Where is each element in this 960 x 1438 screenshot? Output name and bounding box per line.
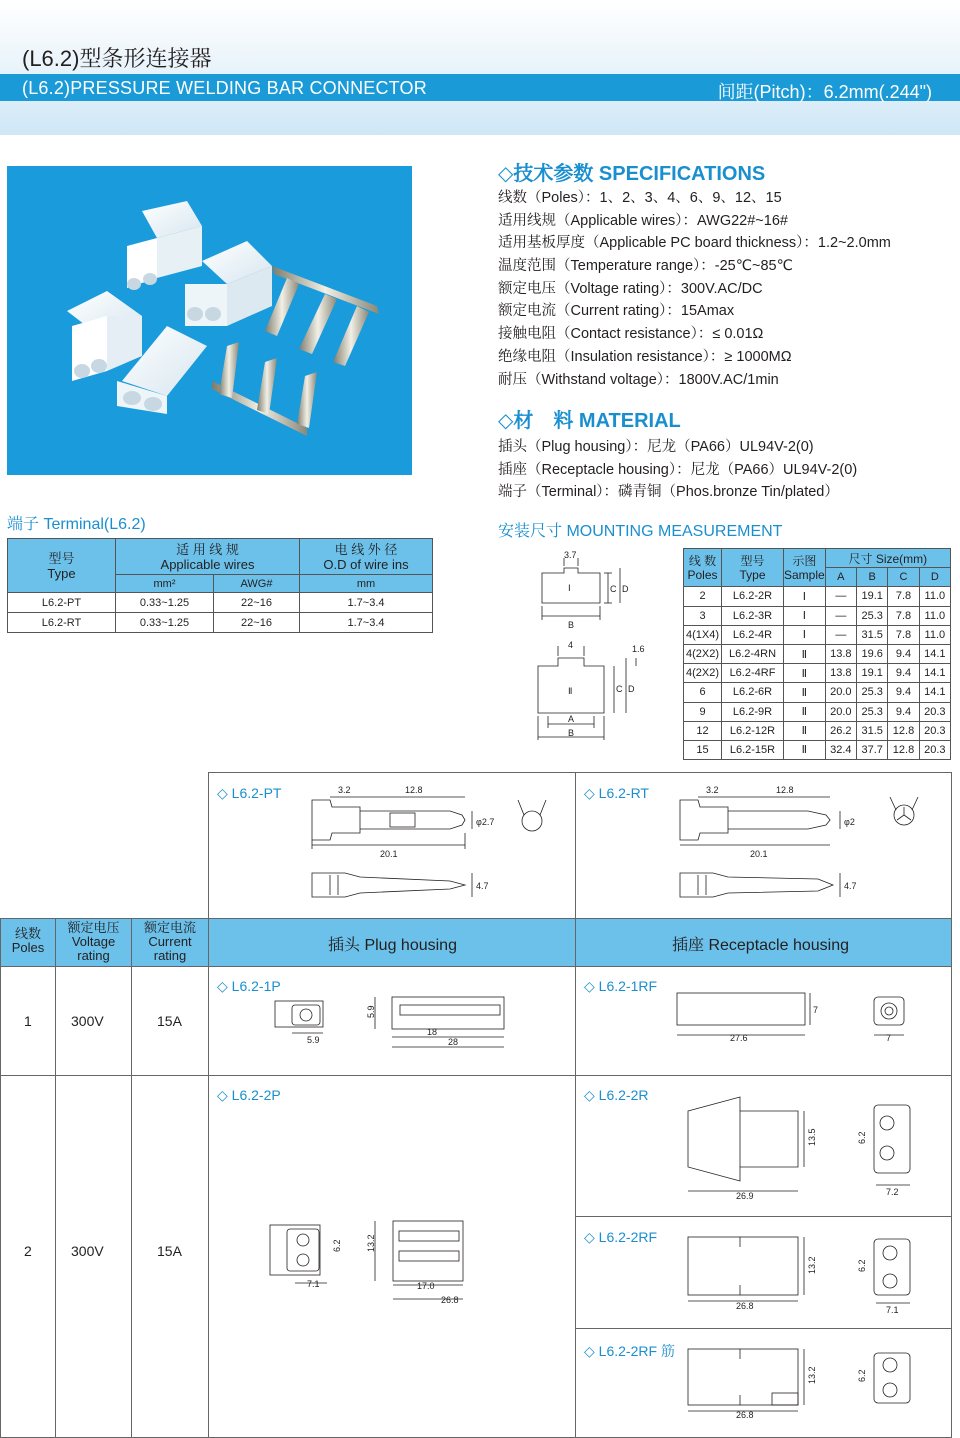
mount-cell-sample: Ⅰ (784, 587, 826, 606)
spec-row: 绝缘电阻（Insulation resistance）：≥ 1000MΩ (498, 348, 792, 365)
table-row (684, 625, 951, 644)
2rfj-dim-1: 13.2 (807, 1366, 817, 1384)
table-row (8, 613, 433, 633)
mount-cell-b: 25.3 (857, 606, 888, 625)
spec-row: 适用线规（Applicable wires）：AWG22#~16# (498, 212, 788, 229)
rt-dim-1: 3.2 (706, 785, 719, 795)
mount-cell-b: 19.1 (857, 587, 888, 606)
1p-dim-4: 28 (448, 1037, 459, 1047)
2p-dim-1: 6.2 (332, 1239, 342, 1252)
material-row: 端子（Terminal）：磷青铜（Phos.bronze Tin/plated） (498, 484, 839, 501)
mount-cell-type: L6.2-2R (722, 587, 784, 606)
material-row: 插头（Plug housing）：尼龙（PA66）UL94V-2(0) (498, 439, 814, 455)
table-row (684, 664, 951, 683)
mount-cell-b: 31.5 (857, 721, 888, 740)
mount-cell-sample: Ⅱ (784, 702, 826, 721)
terminal-head-od-cn: 电 线 外 径 (334, 541, 398, 557)
mount-cell-type: L6.2-4R (722, 625, 784, 644)
terminal-cell: 1.7~3.4 (300, 613, 433, 633)
spec-row: 温度范围（Temperature range）：-25℃~85℃ (498, 258, 793, 275)
table-row (684, 721, 951, 740)
mount-cell-sample: Ⅰ (784, 625, 826, 644)
mount-cell-c: 7.8 (888, 587, 919, 606)
1rf-dim-2: 27.6 (730, 1033, 748, 1043)
mount-cell-b: 25.3 (857, 702, 888, 721)
mount-sample-1: Ⅰ (568, 583, 571, 593)
mount-cell-type: L6.2-4RF (722, 664, 784, 683)
mount-head-type-cn: 型号 (740, 553, 765, 568)
mount-cell-a: 20.0 (825, 683, 856, 702)
mount-dim-side: 1.6 (632, 644, 645, 654)
mounting-title: 安装尺寸 MOUNTING MEASUREMENT (498, 523, 783, 540)
material-list (498, 436, 938, 504)
mount-cell-poles: 12 (684, 721, 722, 740)
mount-dim-a2: A (568, 714, 575, 724)
mount-cell-b: 25.3 (857, 683, 888, 702)
mount-cell-c: 9.4 (888, 664, 919, 683)
mount-cell-b: 19.6 (857, 644, 888, 663)
mount-cell-sample: Ⅱ (784, 644, 826, 663)
mount-cell-a: — (825, 625, 856, 644)
mount-cell-poles: 3 (684, 606, 722, 625)
mount-sample-2: Ⅱ (568, 686, 573, 696)
terminal-head-wires (116, 539, 300, 575)
terminal-cell: 22~16 (214, 613, 300, 633)
terminal-cell: 0.33~1.25 (116, 613, 214, 633)
mount-cell-type: L6.2-12R (722, 721, 784, 740)
drawing-label-1p: ◇ L6.2-1P (217, 978, 281, 994)
terminal-unit-awg: AWG# (214, 575, 300, 593)
mount-cell-b: 31.5 (857, 625, 888, 644)
terminal-cell: 0.33~1.25 (116, 593, 214, 613)
mount-head-poles-cn: 线 数 (688, 553, 717, 568)
table-row (684, 644, 951, 663)
1rf-dim-1: 7 (813, 1005, 819, 1015)
row2-poles: 2 (24, 1243, 32, 1259)
housing-head-plug: 插头 Plug housing (328, 937, 457, 954)
mounting-drawing (528, 548, 668, 748)
rt-dim-5: 4.7 (844, 881, 857, 891)
housing-head-voltage (55, 921, 132, 963)
terminal-cell: 22~16 (214, 593, 300, 613)
drawing-label-2rfj: ◇ L6.2-2RF 筋 (584, 1343, 675, 1359)
specifications-title: ◇技术参数 SPECIFICATIONS (498, 163, 766, 185)
housing-head-voltage-en1: Voltage (71, 934, 116, 949)
mount-cell-type: L6.2-4RN (722, 644, 784, 663)
terminal-table (7, 538, 433, 633)
mount-dim-c2: C (616, 684, 623, 694)
1p-dim-1: 5.9 (307, 1035, 320, 1045)
housing-head-receptacle: 插座 Receptacle housing (672, 937, 849, 954)
2rf-dim-3: 6.2 (857, 1259, 867, 1272)
rt-dim-2: 12.8 (776, 785, 794, 795)
mount-cell-c: 7.8 (888, 606, 919, 625)
housing-head-current (131, 921, 209, 963)
terminal-head-type-cn: 型号 (48, 550, 75, 566)
mount-dim-b1: B (568, 620, 575, 630)
mount-cell-poles: 2 (684, 587, 722, 606)
housing-head-current-en2: rating (153, 948, 187, 963)
drawing-label-rt: ◇ L6.2-RT (584, 785, 649, 801)
mount-cell-d: 11.0 (919, 625, 950, 644)
plug-2p-drawing (265, 1215, 525, 1315)
mount-cell-a: — (825, 587, 856, 606)
mount-head-poles (684, 549, 722, 587)
mount-cell-c: 9.4 (888, 702, 919, 721)
specifications-list (498, 187, 938, 391)
mount-cell-d: 11.0 (919, 587, 950, 606)
mount-cell-c: 12.8 (888, 740, 919, 759)
mount-cell-c: 9.4 (888, 683, 919, 702)
terminal-rt-drawing (668, 785, 928, 905)
housing-head-voltage-cn: 额定电压 (67, 920, 120, 935)
row2-current: 15A (157, 1243, 182, 1259)
table-row (684, 587, 951, 606)
mount-cell-poles: 9 (684, 702, 722, 721)
mount-cell-d: 14.1 (919, 664, 950, 683)
mount-cell-type: L6.2-3R (722, 606, 784, 625)
mount-cell-a: 13.8 (825, 664, 856, 683)
mount-head-size: 尺寸 Size(mm) (825, 549, 950, 568)
material-title: ◇材 料 MATERIAL (498, 410, 681, 432)
drawing-label-pt: ◇ L6.2-PT (217, 785, 282, 801)
2rf-dim-2: 26.8 (736, 1301, 754, 1311)
mount-cell-sample: Ⅱ (784, 664, 826, 683)
mount-head-sample (784, 549, 826, 587)
pt-dim-4: φ2.7 (476, 817, 495, 827)
mount-cell-sample: Ⅰ (784, 606, 826, 625)
mount-cell-c: 9.4 (888, 644, 919, 663)
mount-head-sample-en: Sample (784, 567, 825, 582)
housing-head-poles-en: Poles (11, 940, 45, 955)
rf-1rf-drawing (670, 993, 930, 1063)
terminal-head-wires-cn: 适 用 线 规 (176, 541, 239, 557)
2r-dim-3: 6.2 (857, 1131, 867, 1144)
product-photo (7, 166, 412, 475)
1rf-dim-3: 7 (886, 1033, 892, 1043)
terminal-unit-mm: mm (300, 575, 433, 593)
2r-dim-4: 7.2 (886, 1187, 899, 1197)
housing-head-voltage-en2: rating (77, 948, 110, 963)
rec-2rfj-drawing (680, 1345, 940, 1425)
table-row (684, 683, 951, 702)
mount-cell-sample: Ⅱ (784, 683, 826, 702)
mount-head-d: D (919, 568, 950, 587)
terminal-unit-mm2: mm² (116, 575, 214, 593)
header-bar (0, 74, 960, 101)
mount-cell-d: 14.1 (919, 683, 950, 702)
mount-head-c: C (888, 568, 919, 587)
terminal-cell: L6.2-PT (8, 593, 116, 613)
row1-current: 15A (157, 1013, 182, 1029)
spec-row: 接触电阻（Contact resistance）：≤ 0.01Ω (498, 326, 764, 343)
rec-2r-drawing (680, 1095, 940, 1205)
2rfj-dim-3: 6.2 (857, 1369, 867, 1382)
2rf-dim-1: 13.2 (807, 1256, 817, 1274)
terminal-head-od-en: O.D of wire ins (323, 556, 409, 572)
rt-dim-4: φ2 (844, 817, 855, 827)
mount-cell-d: 11.0 (919, 606, 950, 625)
housing-head-poles-cn: 线数 (14, 926, 41, 941)
spec-row: 额定电流（Current rating）：15Amax (498, 303, 735, 320)
pt-dim-3: 20.1 (380, 849, 398, 859)
terminal-head-wires-en: Applicable wires (160, 556, 255, 572)
mount-cell-d: 20.3 (919, 721, 950, 740)
terminal-cell: 1.7~3.4 (300, 593, 433, 613)
2p-dim-5: 26.8 (441, 1295, 459, 1305)
drawing-label-1rf: ◇ L6.2-1RF (584, 978, 658, 994)
spec-row: 耐压（Withstand voltage）：1800V.AC/1min (498, 371, 779, 388)
2r-dim-1: 13.5 (807, 1128, 817, 1146)
rt-dim-3: 20.1 (750, 849, 768, 859)
pt-dim-2: 12.8 (405, 785, 423, 795)
table-row (684, 702, 951, 721)
rec-2rf-drawing (680, 1233, 940, 1323)
terminal-head-od (300, 539, 433, 575)
mount-cell-d: 14.1 (919, 644, 950, 663)
mount-head-type (722, 549, 784, 587)
2r-dim-2: 26.9 (736, 1191, 754, 1201)
mount-head-sample-cn: 示图 (792, 553, 817, 568)
2p-dim-4: 17.0 (417, 1281, 435, 1291)
terminal-head-type (8, 539, 116, 593)
terminal-cell: L6.2-RT (8, 613, 116, 633)
mount-dim-top2: 4 (568, 640, 574, 650)
terminal-title: 端子 Terminal(L6.2) (7, 516, 146, 533)
mount-cell-poles: 4(2X2) (684, 644, 722, 663)
mount-cell-poles: 15 (684, 740, 722, 759)
table-row (684, 740, 951, 759)
mount-cell-b: 19.1 (857, 664, 888, 683)
mount-cell-a: 32.4 (825, 740, 856, 759)
spec-row: 线数（Poles）：1、2、3、4、6、9、12、15 (498, 190, 782, 206)
mount-head-poles-en: Poles (687, 567, 718, 582)
table-row (684, 606, 951, 625)
drawing-label-2p: ◇ L6.2-2P (217, 1087, 281, 1103)
mount-cell-a: 26.2 (825, 721, 856, 740)
2p-dim-2: 7.1 (307, 1279, 320, 1289)
housing-head-poles (0, 927, 56, 955)
housing-head-current-en1: Current (148, 934, 192, 949)
2p-dim-3: 13.2 (366, 1234, 376, 1252)
mounting-table (683, 548, 951, 760)
mount-head-b: B (857, 568, 888, 587)
mount-dim-top1: 3.7 (564, 550, 577, 560)
pt-dim-5: 4.7 (476, 881, 489, 891)
housing-head-current-cn: 额定电流 (143, 920, 196, 935)
spec-row: 适用基板厚度（Applicable PC board thickness）：1.2~2.0mm (498, 235, 891, 252)
mount-cell-sample: Ⅱ (784, 740, 826, 759)
2rfj-dim-2: 26.8 (736, 1410, 754, 1420)
row1-voltage: 300V (71, 1013, 104, 1029)
drawing-label-2rf: ◇ L6.2-2RF (584, 1229, 658, 1245)
mount-cell-a: 13.8 (825, 644, 856, 663)
mount-cell-c: 12.8 (888, 721, 919, 740)
mount-dim-d1: D (622, 584, 629, 594)
mount-dim-b2: B (568, 728, 575, 738)
terminal-pt-drawing (300, 785, 550, 905)
mount-cell-poles: 4(2X2) (684, 664, 722, 683)
row2-voltage: 300V (71, 1243, 104, 1259)
1p-dim-3: 18 (427, 1027, 438, 1037)
mount-head-a: A (825, 568, 856, 587)
page-subtitle: (L6.2)PRESSURE WELDING BAR CONNECTOR (22, 78, 427, 98)
2rf-dim-4: 7.1 (886, 1305, 899, 1315)
mount-cell-poles: 4(1X4) (684, 625, 722, 644)
mount-cell-c: 7.8 (888, 625, 919, 644)
mount-cell-b: 37.7 (857, 740, 888, 759)
plug-1p-drawing (270, 993, 530, 1063)
row1-poles: 1 (24, 1013, 32, 1029)
pitch-label: 间距(Pitch)：6.2mm(.244") (717, 82, 932, 102)
mount-cell-type: L6.2-9R (722, 702, 784, 721)
terminal-head-type-en: Type (47, 565, 76, 581)
pt-dim-1: 3.2 (338, 785, 351, 795)
mount-cell-type: L6.2-15R (722, 740, 784, 759)
table-row (8, 593, 433, 613)
product-photo-illustration (7, 166, 412, 475)
drawing-label-2r: ◇ L6.2-2R (584, 1087, 649, 1103)
mount-head-type-en: Type (739, 567, 766, 582)
spec-row: 额定电压（Voltage rating）：300V.AC/DC (498, 280, 763, 297)
mount-cell-sample: Ⅱ (784, 721, 826, 740)
mount-cell-poles: 6 (684, 683, 722, 702)
mount-cell-a: — (825, 606, 856, 625)
mount-cell-d: 20.3 (919, 740, 950, 759)
page-title: (L6.2)型条形连接器 (22, 46, 212, 71)
material-row: 插座（Receptacle housing）：尼龙（PA66）UL94V-2(0) (498, 461, 858, 478)
1p-dim-2: 5.9 (366, 1005, 376, 1018)
mount-cell-a: 20.0 (825, 702, 856, 721)
mount-dim-c1: C (610, 584, 617, 594)
mount-cell-type: L6.2-6R (722, 683, 784, 702)
mount-dim-d2: D (628, 684, 635, 694)
mount-cell-d: 20.3 (919, 702, 950, 721)
